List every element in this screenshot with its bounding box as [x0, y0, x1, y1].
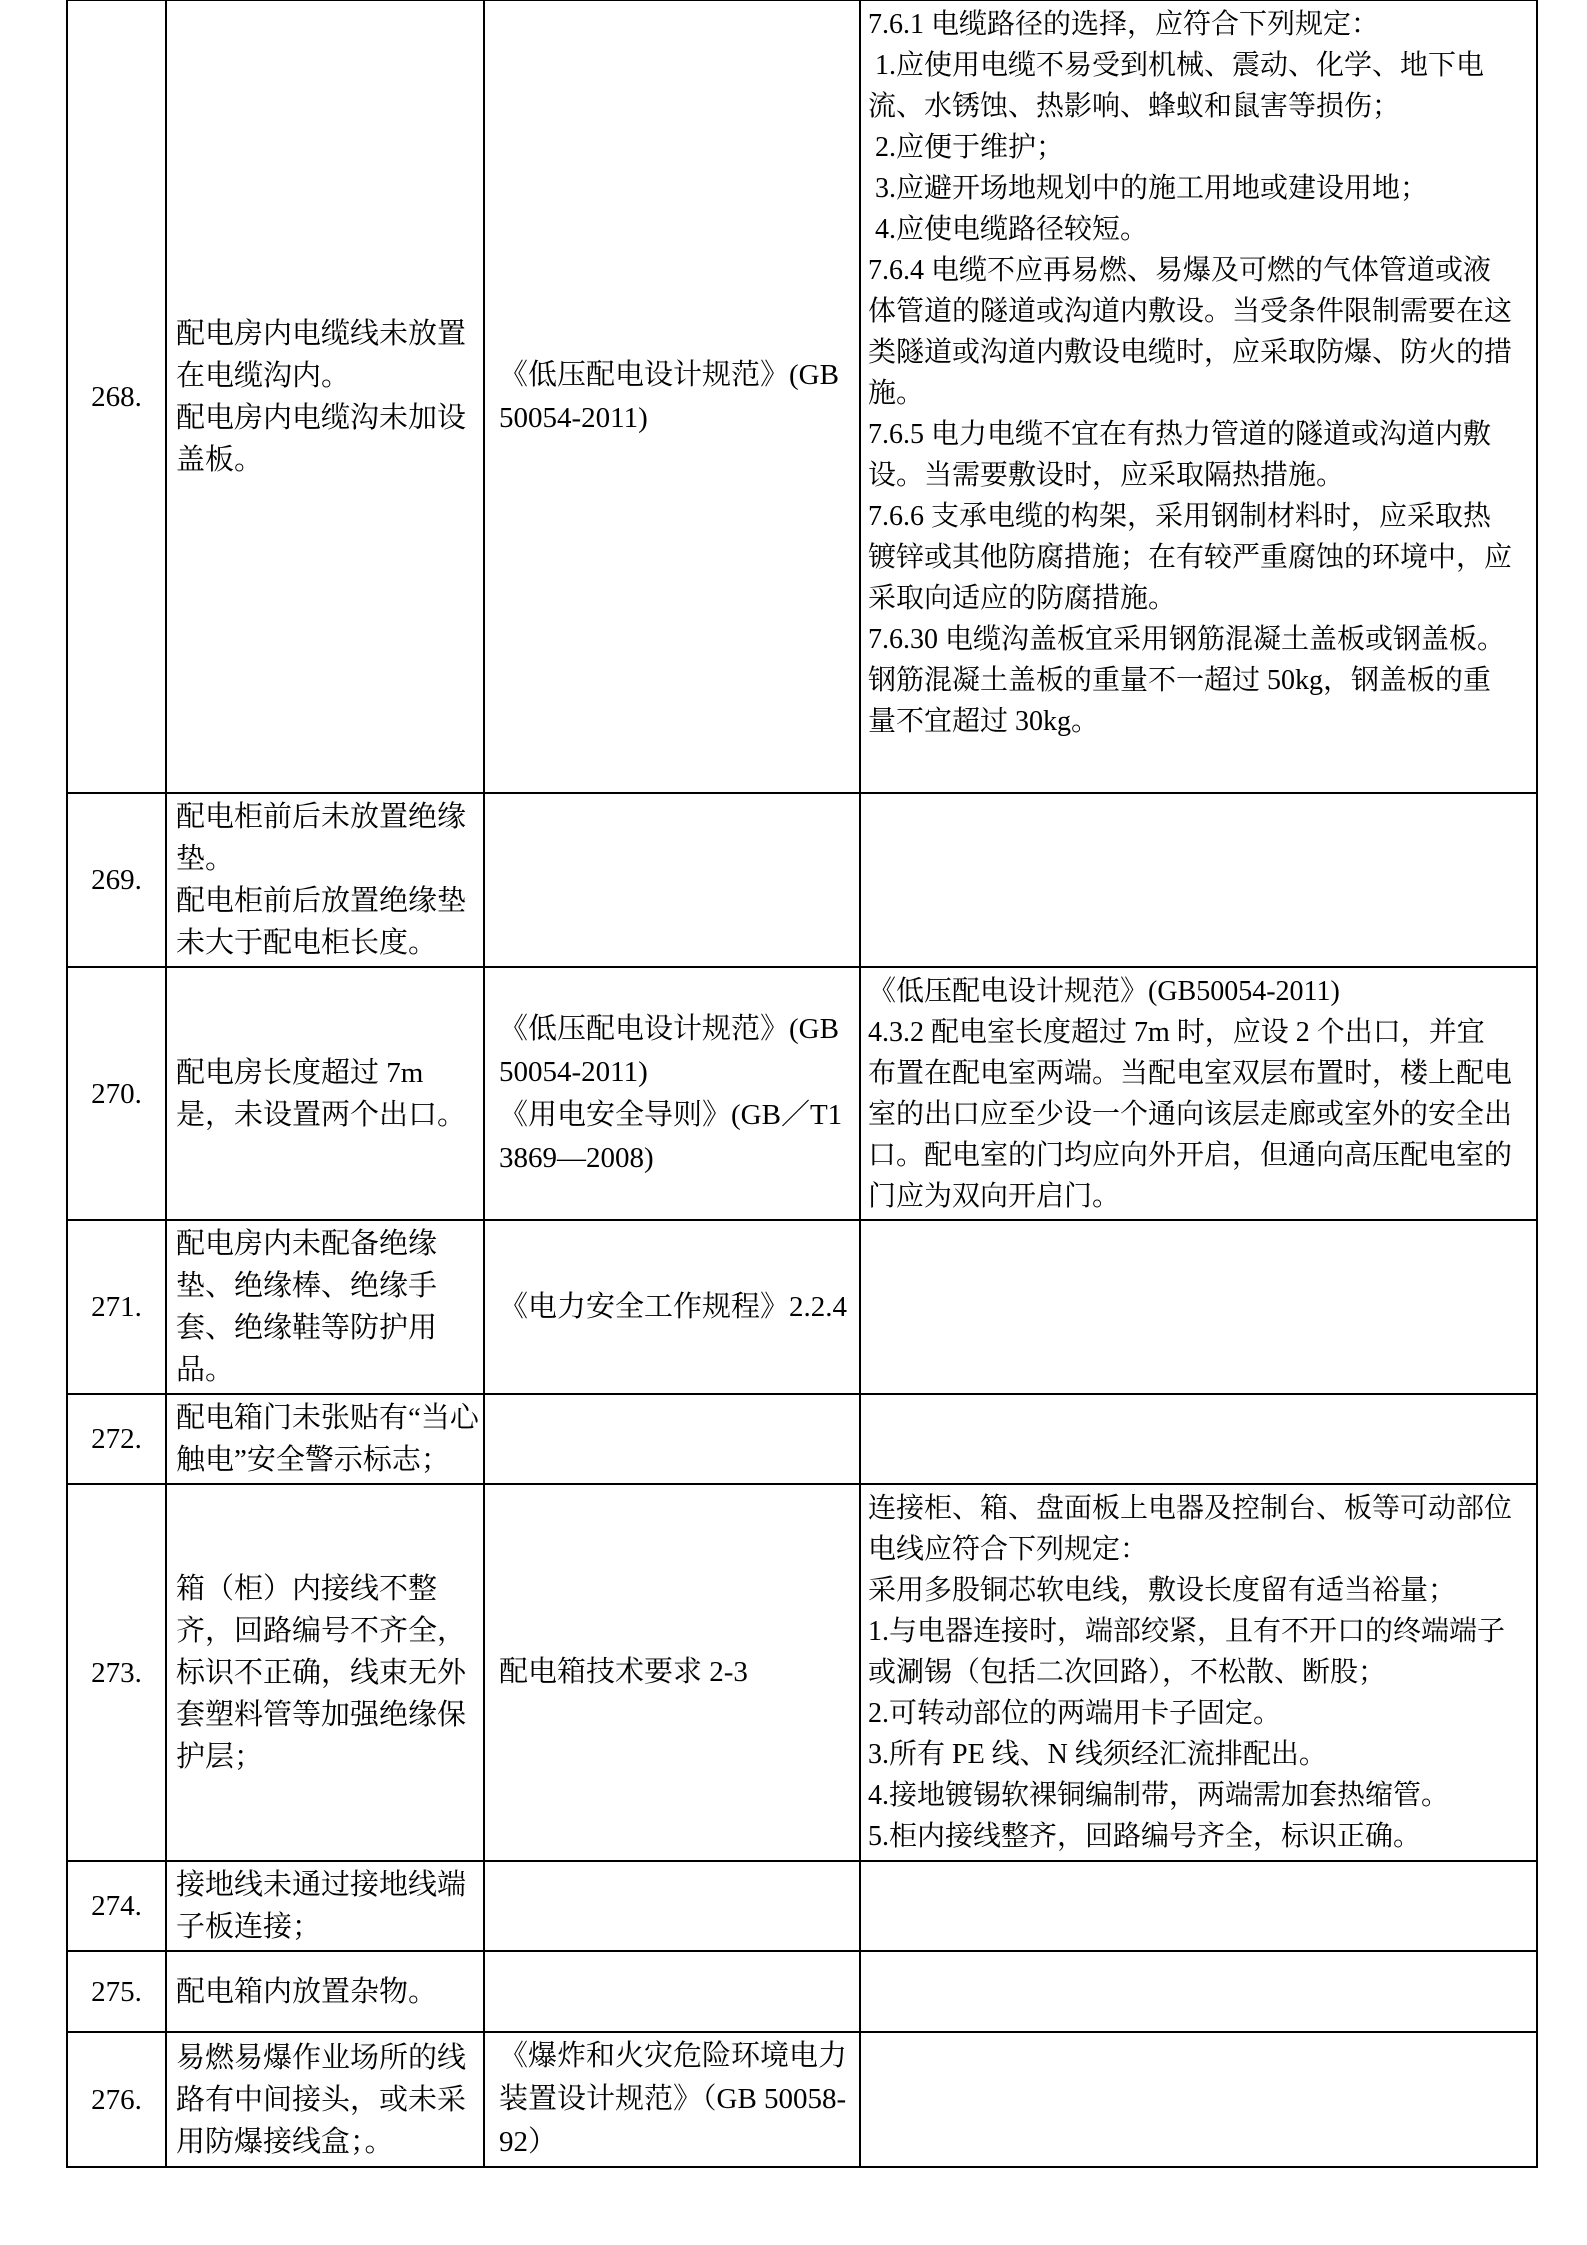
- regulation-paragraph: 2.应便于维护；: [868, 132, 1065, 163]
- table-row: [67, 2032, 1537, 2167]
- regulation-paragraph: 连接柜、箱、盘面板上电器及控制台、板等可动部位电线应符合下列规定：: [868, 1493, 1513, 1565]
- table-row: [67, 1951, 1537, 2032]
- issue-paragraph: 配电房长度超过 7m 是，未设置两个出口。: [176, 1056, 467, 1131]
- regulation-paragraph: 1.应使用电缆不易受到机械、震动、化学、地下电流、水锈蚀、热影响、蜂蚁和鼠害等损伤；: [868, 50, 1485, 122]
- regulation-paragraph: 7.6.4 电缆不应再易燃、易爆及可燃的气体管道或液体管道的隧道或沟道内敷设。当受条件限制需要在这类隧道或沟道内敷设电缆时，应采取防爆、防火的措施。: [868, 255, 1513, 409]
- reference-cell: [484, 0, 860, 793]
- regulation-cell: [860, 1951, 1537, 2032]
- issue-paragraph: 易燃易爆作业场所的线路有中间接头，或未采用防爆接线盒；。: [176, 2041, 467, 2158]
- regulation-paragraph: 7.6.30 电缆沟盖板宜采用钢筋混凝土盖板或钢盖板。钢筋混凝土盖板的重量不一超过 50kg，钢盖板的重量不宜超过 30kg。: [868, 624, 1506, 737]
- issue-cell: [166, 1951, 484, 2032]
- reference-cell: [484, 967, 860, 1220]
- reference-paragraph: 《用电安全导则》(GB／T13869—2008): [499, 1098, 843, 1174]
- regulation-paragraph: 1.与电器连接时，端部绞紧，且有不开口的终端端子或涮锡（包括二次回路），不松散、断股；: [868, 1616, 1506, 1688]
- issue-cell: [166, 1861, 484, 1951]
- issue-paragraph: 配电房内未配备绝缘垫、绝缘棒、绝缘手套、绝缘鞋等防护用品。: [176, 1228, 438, 1386]
- table-row: [67, 967, 1537, 1220]
- regulation-cell: [860, 793, 1537, 967]
- regulation-cell: [860, 1220, 1537, 1394]
- row-number-cell: 270.: [67, 967, 166, 1220]
- regulation-paragraph: 7.6.1 电缆路径的选择，应符合下列规定：: [868, 9, 1380, 40]
- row-number-cell: 269.: [67, 793, 166, 967]
- inspection-table: [66, 0, 1538, 2168]
- issue-cell: [166, 1484, 484, 1861]
- issue-cell: [166, 1220, 484, 1394]
- reference-paragraph: 《电力安全工作规程》2.2.4: [499, 1290, 848, 1323]
- reference-cell: [484, 1220, 860, 1394]
- reference-cell: [484, 1394, 860, 1484]
- regulation-paragraph: 4.应使电缆路径较短。: [868, 214, 1149, 245]
- row-number-cell: 271.: [67, 1220, 166, 1394]
- reference-paragraph: 配电箱技术要求 2-3: [499, 1656, 748, 1688]
- regulation-cell: [860, 2032, 1537, 2167]
- issue-paragraph: 接地线未通过接地线端子板连接；: [176, 1869, 467, 1943]
- row-number-cell: 275.: [67, 1951, 166, 2032]
- reference-cell: [484, 793, 860, 967]
- reference-cell: [484, 1861, 860, 1951]
- regulation-paragraph: 3.应避开场地规划中的施工用地或建设用地；: [868, 173, 1429, 204]
- row-number-cell: 274.: [67, 1861, 166, 1951]
- issue-paragraph: 配电箱门未张贴有“当心触电”安全警示标志；: [176, 1402, 479, 1476]
- reference-cell: [484, 2032, 860, 2167]
- issue-paragraph: 配电房内电缆沟未加设盖板。: [176, 401, 467, 476]
- table-row: [67, 0, 1537, 793]
- regulation-cell: [860, 1394, 1537, 1484]
- regulation-paragraph: 采用多股铜芯软电线，敷设长度留有适当裕量；: [868, 1575, 1457, 1606]
- issue-paragraph: 配电房内电缆线未放置在电缆沟内。: [176, 317, 467, 392]
- regulation-paragraph: 7.6.5 电力电缆不宜在有热力管道的隧道或沟道内敷设。当需要敷设时，应采取隔热措施。: [868, 419, 1492, 491]
- table-row: [67, 1484, 1537, 1861]
- regulation-cell: [860, 1861, 1537, 1951]
- regulation-paragraph: 3.所有 PE 线、N 线须经汇流排配出。: [868, 1739, 1327, 1770]
- row-number-cell: 273.: [67, 1484, 166, 1861]
- issue-paragraph: 配电柜前后未放置绝缘垫。: [176, 801, 467, 875]
- row-number-cell: 272.: [67, 1394, 166, 1484]
- row-number-cell: 276.: [67, 2032, 166, 2167]
- regulation-paragraph: 4.3.2 配电室长度超过 7m 时，应设 2 个出口，并宜布置在配电室两端。当配电室双层布置时，楼上配电室的出口应至少设一个通向该层走廊或室外的安全出口。配电室的门均应向外开启，但通向高压配电室的门应为双向开启门。: [868, 1017, 1513, 1212]
- reference-paragraph: 《爆炸和火灾危险环境电力装置设计规范》（GB 50058-92）: [499, 2040, 848, 2158]
- row-number-cell: 268.: [67, 0, 166, 793]
- issue-paragraph: 配电箱内放置杂物。: [176, 1975, 438, 2008]
- issue-paragraph: 箱（柜）内接线不整齐，回路编号不齐全，标识不正确，线束无外套塑料管等加强绝缘保护层；: [176, 1572, 467, 1773]
- issue-cell: [166, 1394, 484, 1484]
- regulation-cell: [860, 1484, 1537, 1861]
- reference-paragraph: 《低压配电设计规范》(GB50054-2011): [499, 1012, 839, 1088]
- regulation-cell: [860, 0, 1537, 793]
- table-row: [67, 1394, 1537, 1484]
- issue-cell: [166, 2032, 484, 2167]
- reference-cell: [484, 1951, 860, 2032]
- regulation-cell: [860, 967, 1537, 1220]
- regulation-paragraph: 《低压配电设计规范》(GB50054-2011): [868, 976, 1340, 1007]
- regulation-paragraph: 7.6.6 支承电缆的构架，采用钢制材料时，应采取热镀锌或其他防腐措施；在有较严重腐蚀的环境中，应采取向适应的防腐措施。: [868, 501, 1513, 614]
- regulation-paragraph: 4.接地镀锡软裸铜编制带，两端需加套热缩管。: [868, 1780, 1450, 1811]
- regulation-paragraph: 2.可转动部位的两端用卡子固定。: [868, 1698, 1282, 1729]
- issue-cell: [166, 0, 484, 793]
- reference-cell: [484, 1484, 860, 1861]
- issue-cell: [166, 793, 484, 967]
- table-row: [67, 1220, 1537, 1394]
- issue-paragraph: 配电柜前后放置绝缘垫未大于配电柜长度。: [176, 885, 467, 959]
- regulation-paragraph: 5.柜内接线整齐，回路编号齐全，标识正确。: [868, 1821, 1422, 1852]
- reference-paragraph: 《低压配电设计规范》(GB50054-2011): [499, 358, 839, 434]
- issue-cell: [166, 967, 484, 1220]
- table-row: [67, 1861, 1537, 1951]
- table-row: [67, 793, 1537, 967]
